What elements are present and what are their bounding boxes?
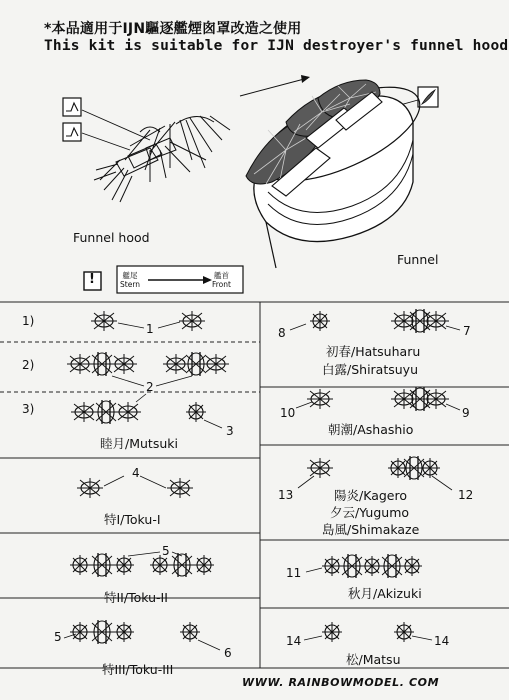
legend-front-cn: 艦首	[213, 271, 229, 280]
legend-front	[212, 271, 231, 289]
ship-name-toku3: 特III/Toku-III	[102, 662, 174, 677]
callout-icon-top	[63, 98, 81, 116]
part-number-11: 11	[286, 566, 302, 580]
part-number-9: 9	[462, 406, 470, 420]
ship-name-yugumo: 夕云/Yugumo	[330, 505, 410, 520]
part-number-8: 8	[278, 326, 286, 340]
funnel-label: Funnel	[397, 252, 439, 267]
hood-exploded-parts	[94, 116, 230, 202]
ship-name-matsu: 松/Matsu	[346, 652, 401, 667]
warning-icon: !	[89, 272, 95, 287]
legend-stern-en: Stern	[120, 280, 141, 289]
row-index-1: 1)	[22, 314, 35, 328]
part-number-14a: 14	[286, 634, 302, 648]
part-number-7: 7	[463, 324, 471, 338]
part-number-4: 4	[132, 466, 140, 480]
part-number-6: 6	[224, 646, 232, 660]
ship-name-kagero: 陽炎/Kagero	[334, 488, 407, 503]
ship-name-toku1: 特I/Toku-I	[104, 512, 161, 527]
legend-stern	[120, 271, 140, 289]
footer-url: WWW. RAINBOWMODEL. COM	[242, 676, 440, 689]
funnel-hood-label: Funnel hood	[73, 230, 150, 245]
ship-name-shimakaze: 島風/Shimakaze	[322, 522, 420, 537]
part-number-12: 12	[458, 488, 474, 502]
diagram-grid	[0, 302, 509, 668]
row-index-2: 2)	[22, 358, 35, 372]
ship-name-ashashio: 朝潮/Ashashio	[328, 422, 414, 437]
callout-icon-bottom	[63, 123, 81, 141]
part-number-5: 5	[162, 544, 170, 558]
part-number-2: 2	[146, 380, 154, 394]
part-number-3: 3	[226, 424, 234, 438]
ship-name-shiratsuyu: 白露/Shiratsuyu	[322, 362, 418, 377]
ship-name-hatsuharu: 初春/Hatsuharu	[326, 344, 421, 359]
header-chinese: *本品適用于IJN驅逐艦煙囪罩改造之使用	[44, 21, 302, 37]
ship-name-akizuki: 秋月/Akizuki	[348, 586, 422, 601]
row-index-3: 3)	[22, 402, 35, 416]
ship-name-toku2: 特II/Toku-II	[104, 590, 168, 605]
part-number-10: 10	[280, 406, 296, 420]
part-number-5b: 5	[54, 630, 62, 644]
part-number-1: 1	[146, 322, 154, 336]
part-number-13: 13	[278, 488, 294, 502]
callout-icon-right	[418, 87, 438, 107]
header-english: This kit is suitable for IJN destroyer's funnel hood	[44, 38, 509, 54]
legend-front-en: Front	[212, 280, 231, 289]
part-number-14b: 14	[434, 634, 450, 648]
legend-stern-cn: 艦尾	[122, 271, 138, 280]
funnel-drawing	[246, 68, 432, 268]
ship-name-mutsuki: 睦月/Mutsuki	[100, 436, 178, 451]
